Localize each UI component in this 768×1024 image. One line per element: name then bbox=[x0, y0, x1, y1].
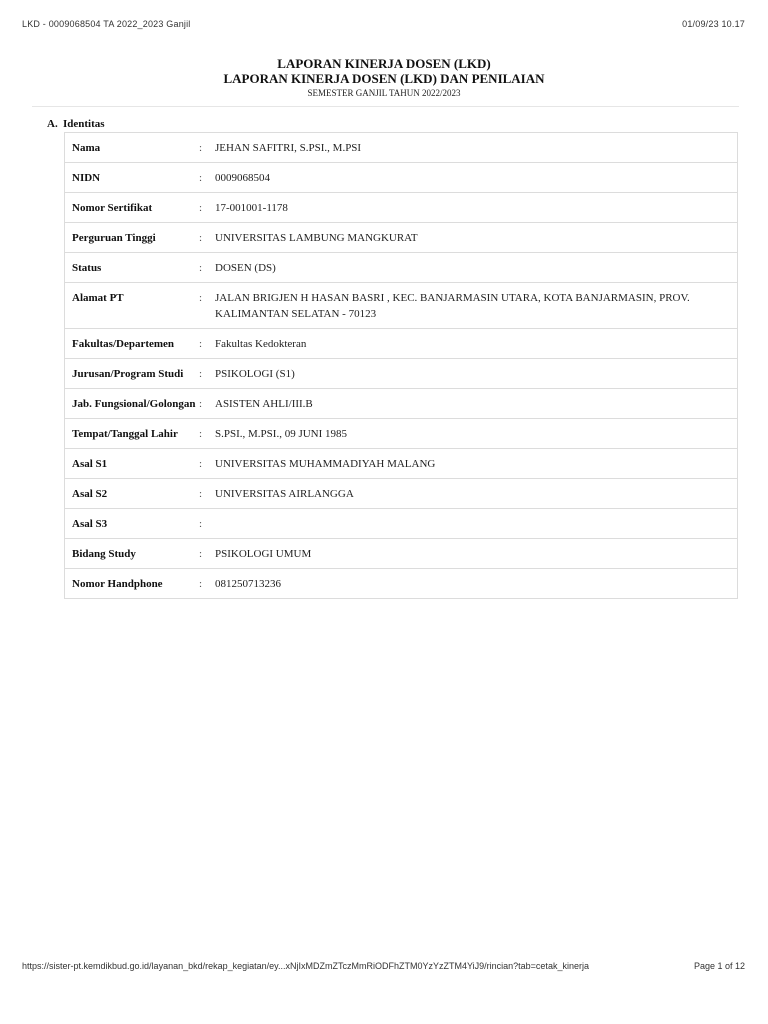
print-datetime: 01/09/23 10.17 bbox=[682, 19, 745, 29]
identity-value: 17-001001-1178 bbox=[209, 193, 738, 223]
identity-value: PSIKOLOGI (S1) bbox=[209, 359, 738, 389]
identity-value: UNIVERSITAS AIRLANGGA bbox=[209, 479, 738, 509]
identity-label: Alamat PT bbox=[65, 283, 200, 329]
identity-row bbox=[65, 223, 738, 253]
identity-label: Tempat/Tanggal Lahir bbox=[65, 419, 200, 449]
identity-row bbox=[65, 329, 738, 359]
identity-row bbox=[65, 389, 738, 419]
identity-value bbox=[209, 509, 738, 539]
identity-label: Fakultas/Departemen bbox=[65, 329, 200, 359]
identity-row bbox=[65, 163, 738, 193]
identity-row bbox=[65, 569, 738, 599]
identity-label: NIDN bbox=[65, 163, 200, 193]
identity-label: Jurusan/Program Studi bbox=[65, 359, 200, 389]
identity-label: Asal S1 bbox=[65, 449, 200, 479]
identity-value: S.PSI., M.PSI., 09 JUNI 1985 bbox=[209, 419, 738, 449]
identity-label: Jab. Fungsional/Golongan bbox=[65, 389, 200, 419]
report-semester: SEMESTER GANJIL TAHUN 2022/2023 bbox=[307, 88, 461, 98]
section-identitas-title bbox=[47, 118, 105, 130]
identity-value: 0009068504 bbox=[209, 163, 738, 193]
identity-separator: : bbox=[199, 283, 209, 329]
identity-separator: : bbox=[199, 569, 209, 599]
identity-value: PSIKOLOGI UMUM bbox=[209, 539, 738, 569]
identity-label: Bidang Study bbox=[65, 539, 200, 569]
identity-value: 081250713236 bbox=[209, 569, 738, 599]
identity-row bbox=[65, 133, 738, 163]
identity-separator: : bbox=[199, 253, 209, 283]
identity-separator: : bbox=[199, 539, 209, 569]
identity-separator: : bbox=[199, 329, 209, 359]
report-title: LAPORAN KINERJA DOSEN (LKD) bbox=[277, 56, 491, 71]
identity-label: Asal S2 bbox=[65, 479, 200, 509]
identity-value: JEHAN SAFITRI, S.PSI., M.PSI bbox=[215, 142, 362, 154]
identity-row bbox=[65, 509, 738, 539]
identity-label: Nama bbox=[72, 142, 101, 154]
identity-label: Perguruan Tinggi bbox=[65, 223, 200, 253]
identity-value: DOSEN (DS) bbox=[209, 253, 738, 283]
identity-separator: : bbox=[199, 223, 209, 253]
identity-separator: : bbox=[199, 419, 209, 449]
identity-table bbox=[64, 132, 738, 599]
identity-separator: : bbox=[199, 389, 209, 419]
identity-separator: : bbox=[199, 509, 209, 539]
report-subtitle: LAPORAN KINERJA DOSEN (LKD) DAN PENILAIAN bbox=[223, 71, 545, 86]
identity-separator: : bbox=[199, 142, 203, 154]
identity-separator: : bbox=[199, 193, 209, 223]
identity-label: Asal S3 bbox=[65, 509, 200, 539]
section-number: A. bbox=[47, 118, 58, 130]
identity-row bbox=[65, 419, 738, 449]
section-label: Identitas bbox=[63, 118, 105, 130]
identity-row bbox=[65, 193, 738, 223]
identity-separator: : bbox=[199, 449, 209, 479]
identity-value: Fakultas Kedokteran bbox=[209, 329, 738, 359]
identity-value: UNIVERSITAS MUHAMMADIYAH MALANG bbox=[209, 449, 738, 479]
identity-row bbox=[65, 449, 738, 479]
identity-row bbox=[65, 253, 738, 283]
identity-row bbox=[65, 479, 738, 509]
identity-row bbox=[65, 539, 738, 569]
identity-label: Nomor Handphone bbox=[65, 569, 200, 599]
identity-separator: : bbox=[199, 163, 209, 193]
identity-row bbox=[65, 359, 738, 389]
identity-separator: : bbox=[199, 359, 209, 389]
identity-value: ASISTEN AHLI/III.B bbox=[209, 389, 738, 419]
report-titles bbox=[0, 56, 768, 99]
header-divider bbox=[32, 106, 739, 107]
identity-row bbox=[65, 283, 738, 329]
identity-label: Status bbox=[65, 253, 200, 283]
page-number: Page 1 of 12 bbox=[693, 961, 745, 971]
identity-separator: : bbox=[199, 479, 209, 509]
identity-label: Nomor Sertifikat bbox=[65, 193, 200, 223]
identity-value: UNIVERSITAS LAMBUNG MANGKURAT bbox=[209, 223, 738, 253]
print-doc-title: LKD - 0009068504 TA 2022_2023 Ganjil bbox=[22, 19, 191, 29]
identity-value: JALAN BRIGJEN H HASAN BASRI , KEC. BANJARMASIN UTARA, KOTA BANJARMASIN, PROV. KALIMANTAN SELATAN - 70123 bbox=[209, 283, 738, 329]
print-url: https://sister-pt.kemdikbud.go.id/layanan_bkd/rekap_kegiatan/ey...xNjIxMDZmZTczMmRiODFhZTM0YzYzZTM4YiJ9/rincian?tab=cetak_kinerja bbox=[22, 961, 589, 971]
